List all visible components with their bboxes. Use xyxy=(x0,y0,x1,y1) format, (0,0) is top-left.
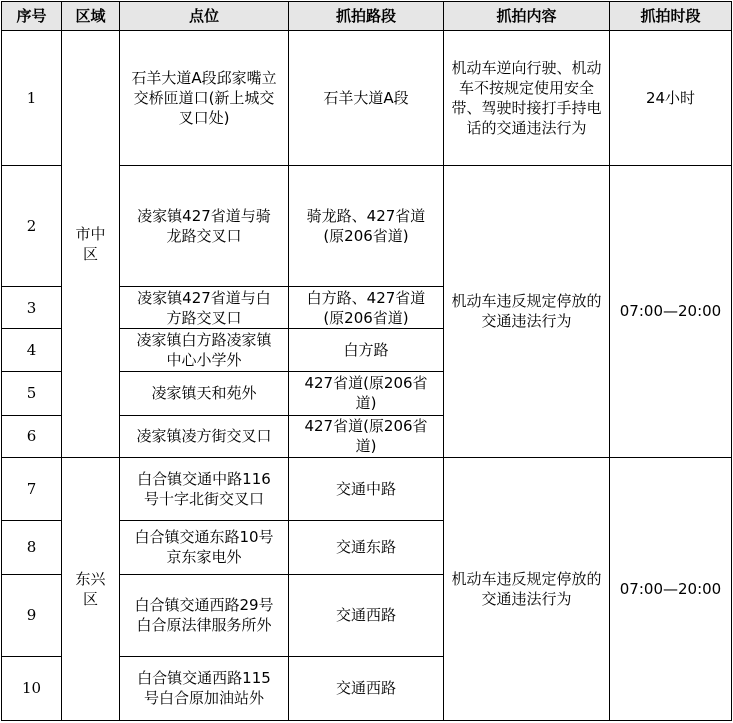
row-seq: 10 xyxy=(2,656,62,720)
row-road: 骑龙路、427省道(原206省道) xyxy=(289,166,444,287)
row-location: 凌家镇凌方街交叉口 xyxy=(120,415,289,457)
header-time: 抓拍时段 xyxy=(610,2,732,31)
row-seq: 6 xyxy=(2,415,62,457)
group-content-dongxing: 机动车违反规定停放的交通违法行为 xyxy=(444,457,610,720)
row-location: 凌家镇白方路凌家镇中心小学外 xyxy=(120,329,289,372)
row-location: 凌家镇天和苑外 xyxy=(120,372,289,415)
row-seq: 5 xyxy=(2,372,62,415)
row-road: 交通中路 xyxy=(289,457,444,520)
row-road: 石羊大道A段 xyxy=(289,31,444,166)
row-location: 凌家镇427省道与骑龙路交叉口 xyxy=(120,166,289,287)
row-road: 427省道(原206省道) xyxy=(289,415,444,457)
header-row xyxy=(2,2,732,31)
row-seq: 2 xyxy=(2,166,62,287)
row-seq: 8 xyxy=(2,520,62,574)
header-region: 区域 xyxy=(62,2,120,31)
row-seq: 7 xyxy=(2,457,62,520)
table-row xyxy=(2,457,732,520)
row-seq: 1 xyxy=(2,31,62,166)
row-location: 白合镇交通东路10号京东家电外 xyxy=(120,520,289,574)
row-location: 石羊大道A段邱家嘴立交桥匝道口(新上城交叉口处) xyxy=(120,31,289,166)
table-row xyxy=(2,31,732,166)
row-road: 白方路 xyxy=(289,329,444,372)
header-seq: 序号 xyxy=(2,2,62,31)
violation-capture-table xyxy=(1,1,732,721)
row-road: 427省道(原206省道) xyxy=(289,372,444,415)
row-location: 白合镇交通中路116号十字北街交叉口 xyxy=(120,457,289,520)
row-location: 白合镇交通西路115号白合原加油站外 xyxy=(120,656,289,720)
row-time: 24小时 xyxy=(610,31,732,166)
row-location: 凌家镇427省道与白方路交叉口 xyxy=(120,287,289,329)
header-location: 点位 xyxy=(120,2,289,31)
row-content: 机动车逆向行驶、机动车不按规定使用安全带、驾驶时接打手持电话的交通违法行为 xyxy=(444,31,610,166)
row-road: 白方路、427省道(原206省道) xyxy=(289,287,444,329)
group-content-shizhong: 机动车违反规定停放的交通违法行为 xyxy=(444,166,610,457)
group-time-shizhong: 07:00—20:00 xyxy=(610,166,732,457)
region-shizhong: 市中 区 xyxy=(62,31,120,458)
row-road: 交通西路 xyxy=(289,656,444,720)
header-road: 抓拍路段 xyxy=(289,2,444,31)
row-seq: 4 xyxy=(2,329,62,372)
row-location: 白合镇交通西路29号白合原法律服务所外 xyxy=(120,574,289,656)
row-road: 交通东路 xyxy=(289,520,444,574)
row-seq: 9 xyxy=(2,574,62,656)
region-dongxing: 东兴 区 xyxy=(62,457,120,720)
row-road: 交通西路 xyxy=(289,574,444,656)
row-seq: 3 xyxy=(2,287,62,329)
header-content: 抓拍内容 xyxy=(444,2,610,31)
group-time-dongxing: 07:00—20:00 xyxy=(610,457,732,720)
